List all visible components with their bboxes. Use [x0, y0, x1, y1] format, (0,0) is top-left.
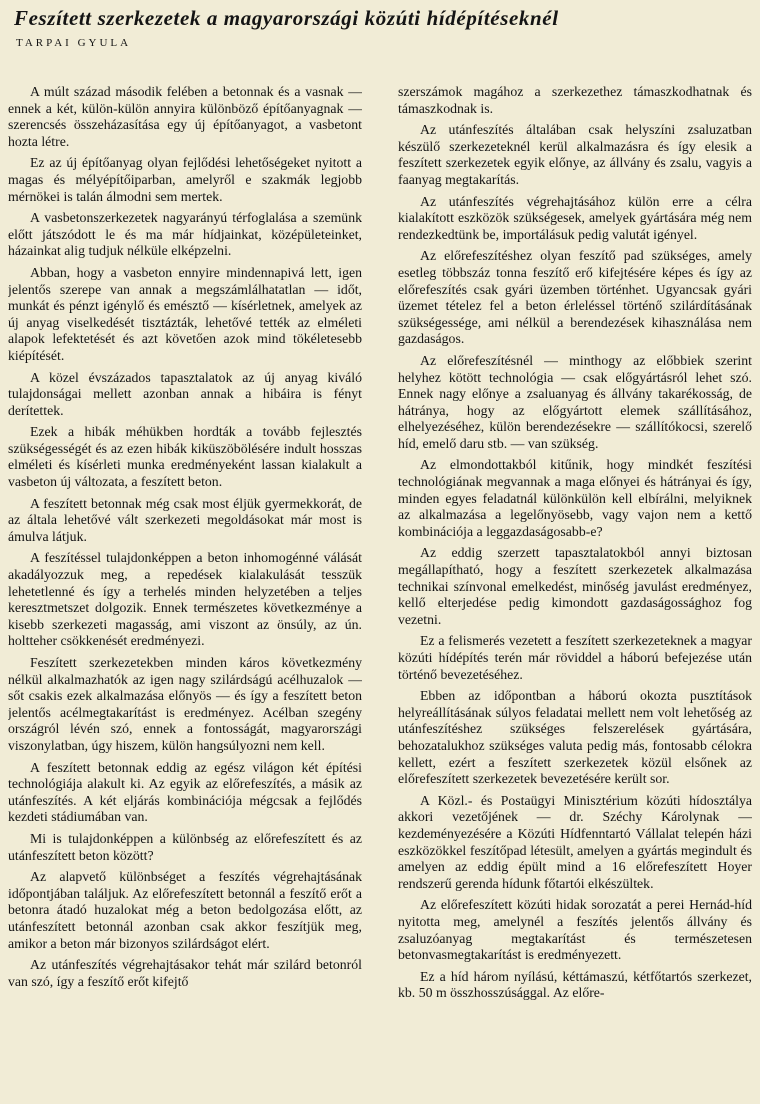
paragraph: Ez a híd három nyílású, kéttámaszú, kétfőtartós szerkezet, kb. 50 m összhosszúsággal. Az előre- — [398, 968, 752, 1001]
paragraph: Az eddig szerzett tapasztalatokból annyi biztosan megállapítható, hogy a feszített szerkezetek alkalmazása technikai színvonal emelkedést, minőség javulást eredményez, kellő elterjedése pedig kimondott gazdaságossághoz fog vezetni. — [398, 545, 752, 627]
paragraph: Az előrefeszítésnél — minthogy az előbbiek szerint helyhez kötött technológia — csak előgyártásról lehet szó. Ennek nagy előnye a zsaluanyag és állvány takarékosság, de hátránya, hogy az előgyártott elemek szállításához, elhelyezéséhez, külön berendezésekre — szállítókocsi, szerelő híd, emelő daru stb. — van szükség. — [398, 352, 752, 451]
paragraph: Abban, hogy a vasbeton ennyire mindennapivá lett, igen jelentős szerepe van annak a megszámlálhatatlan — időt, munkát és pénzt igénylő és emésztő — kísérletnek, amelyek az új anyag viselkedését tisztázták, lehetővé tették az elméleti alapok lefektetését és azt követően azok mind tökéletesebb kiépítését. — [8, 264, 362, 363]
paragraph: A feszített betonnak eddig az egész világon két építési technológiája alakult ki. Az egyik az előrefeszítés, a másik az utánfeszítés. A két eljárás kombinációja mégcsak a fejlődés kezdeti stádiumában van. — [8, 759, 362, 825]
paragraph: Ezek a hibák méhükben hordták a tovább fejlesztés szükségességét és az ezen hibák kiküszöbölésére indult hosszas elméleti és kísérleti munka eredményeként lassan kialakult a vasbeton új változata, a feszített beton. — [8, 424, 362, 490]
paragraph: A feszítéssel tulajdonképpen a beton inhomogénné válását akadályozzuk meg, a repedések kialakulását tesszük lehetetlenné és így a terhelés minden helyzetében a teljes keresztmetszet dolgozik. Ennek természetes következménye a kisebb szerkezeti magasság, ami viszont az önsúly, az ún. holtteher csökkenését eredményezi. — [8, 550, 362, 649]
right-column — [398, 84, 752, 1100]
article-title: Feszített szerkezetek a magyarországi közúti hídépítéseknél — [14, 6, 559, 30]
paragraph: Az utánfeszítés végrehajtásakor tehát már szilárd betonról van szó, így a feszítő erőt kifejtő — [8, 957, 362, 989]
left-column — [8, 84, 362, 1100]
paragraph: Ez a felismerés vezetett a feszített szerkezeteknek a magyar közúti hídépítés terén már röviddel a háború befejezése után történő bevezetéséhez. — [398, 633, 752, 682]
paragraph: Az utánfeszítés általában csak helyszíni zsaluzatban készülő szerkezeteknél kerül alkalmazásra és így elesik a feszített szerkezetek egyik előnye, az állvány és zsalu, vagyis a faanyag megtakarítás. — [398, 122, 752, 187]
paragraph: Az előrefeszítéshez olyan feszítő pad szükséges, amely esetleg többszáz tonna feszítő erő kifejtésére képes és így az előrefeszítés csak gyári üzemben történhet. Ugyancsak gyári üzemet tételez fel a beton érleléssel történő szilárdításának szükségessége, ami nélkül a berendezések kihasználása nem gazdaságos. — [398, 248, 752, 347]
paragraph: Az utánfeszítés végrehajtásához külön erre a célra kialakított eszközök szükségesek, amelyek gyártására még nem rendezkedtünk be, importálásuk pedig valutát igényel. — [398, 193, 752, 242]
paragraph-continuation: szerszámok magához a szerkezethez támaszkodhatnak és támaszkodnak is. — [398, 84, 752, 116]
paragraph: Ebben az időpontban a háború okozta pusztítások helyreállításának súlyos feladatai mellett nem volt lehetőség az utánfeszítéshez szükséges felszerelések gyártására, behozatalukhoz szükséges valuta pedig más, fontosabb célokra kellett, ezért a feszített szerkezetek közül elsőnek az előrefeszített szerkezetek bevezetésére került sor. — [398, 688, 752, 787]
paragraph: A feszített betonnak még csak most éljük gyermekkorát, de az általa lehetővé vált szerkezeti megoldásokat már most is ámulva látjuk. — [8, 495, 362, 544]
article-author: TARPAI GYULA — [16, 37, 132, 49]
paragraph: Az elmondottakból kitűnik, hogy mindkét feszítési technológiának megvannak a maga előnyei és hátrányai és így, minden egyes feladatnál különkülön kell elbírálni, melyiknek az alkalmazása a legelőnyösebb, vagy vajon nem a kettő kombinációja a leggazdaságosabb-e? — [398, 457, 752, 539]
paragraph: Ez az új építőanyag olyan fejlődési lehetőségeket nyitott a magas és mélyépítőiparban, amelyről e szakmák legjobb mérnökei is talán álmodni sem mertek. — [8, 155, 362, 204]
paragraph: A Közl.- és Postaügyi Minisztérium közúti hídosztálya akkori vezetőjének — dr. Széchy Károlynak — kezdeményezésére a Közúti Hídfenntartó Vállalat telepén házi eszközökkel feszítőpad létesült, amelyen a gyártás megindult és amelyen az eddig épült mind a 16 előrefeszített Hoyer rendszerű gerenda hídunk főtartói elkészültek. — [398, 792, 752, 891]
paragraph: A közel évszázados tapasztalatok az új anyag kiváló tulajdonságai mellett azonban annak a hibáira is fényt derítettek. — [8, 369, 362, 418]
paragraph: Az előrefeszített közúti hidak sorozatát a perei Hernád-híd nyitotta meg, amelynél a feszítés jelentős állvány és zsaluzóanyag megtakarítást és természetesen betonvasmegtakarítást is eredményezett. — [398, 897, 752, 963]
paragraph: Mi is tulajdonképpen a különbség az előrefeszített és az utánfeszített beton között? — [8, 830, 362, 863]
paragraph: Az alapvető különbséget a feszítés végrehajtásának időpontjában találjuk. Az előrefeszített betonnál a feszítő erőt a betonra átadó huzalokat még a beton bedolgozása előtt, az utánfeszített betonnál azonban csak akkor feszítjük meg, amikor a beton már bizonyos szilárdságot elért. — [8, 869, 362, 951]
paragraph: A múlt század második felében a betonnak és a vasnak — ennek a két, külön-külön annyira különböző építőanyagnak — szerencsés összeházasítása egy új építőanyagot, a vasbetont hozta létre. — [8, 84, 362, 149]
paragraph: Feszített szerkezetekben minden káros következmény nélkül alkalmazhatók az igen nagy szilárdságú acélhuzalok — sőt csakis ezek alkalmazása előnyös — és így a feszített beton jelentős acélmegtakarítást is eredményez. Acélban szegény országról lévén szó, ennek a fontosságát, magyarországi viszonylatban, úgy hiszem, külön hangsúlyozni nem kell. — [8, 655, 362, 753]
paragraph: A vasbetonszerkezetek nagyarányú térfoglalása a szemünk előtt játszódott le és ma már hídjainkat, középületeinket, házainkat alig tudjuk nélküle elképzelni. — [8, 210, 362, 259]
